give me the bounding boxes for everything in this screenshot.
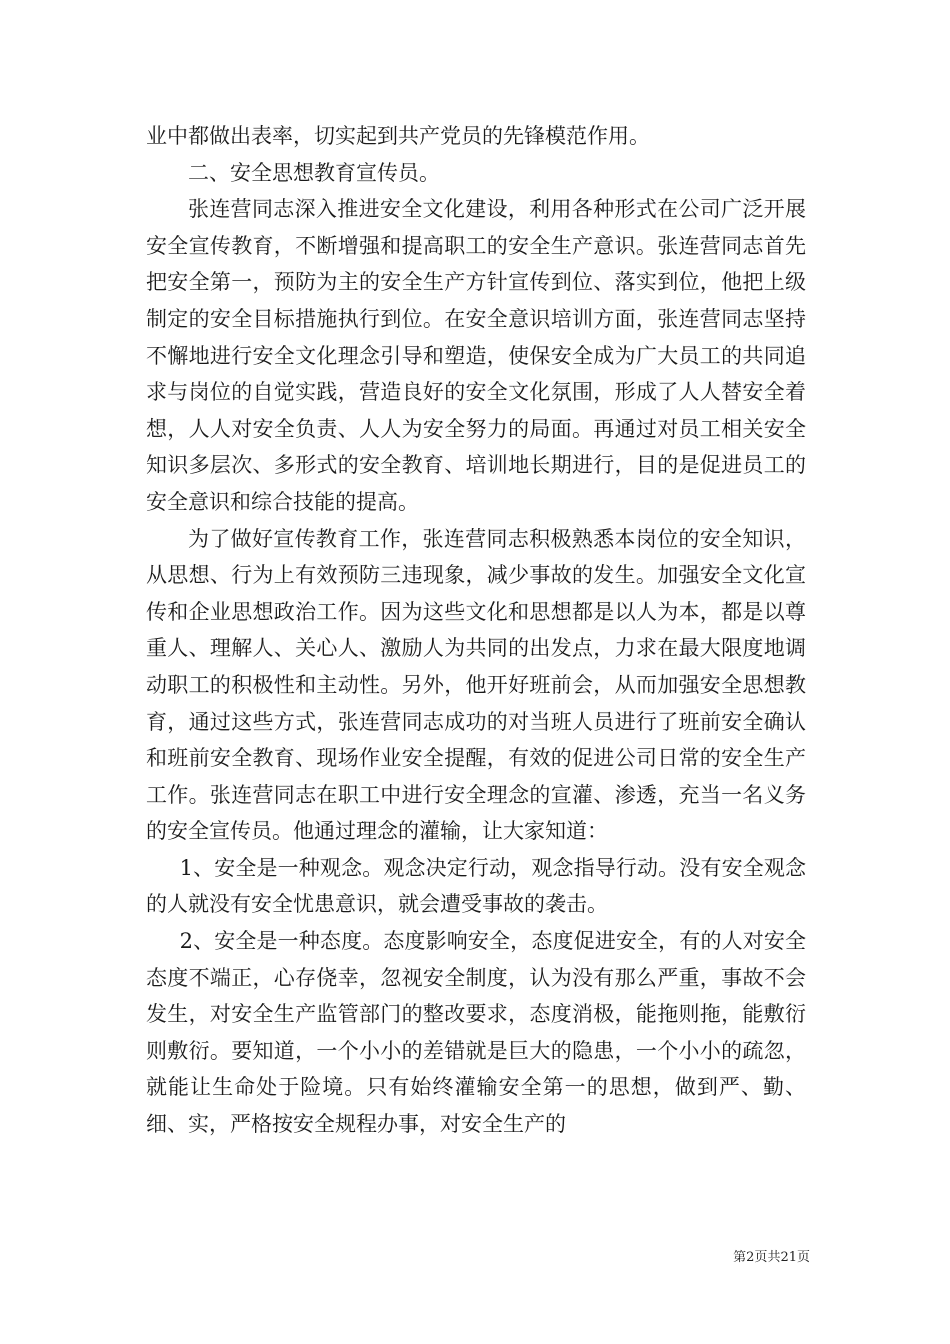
page-number-footer: 第2页共21页 <box>733 1250 810 1265</box>
list-item-concept: 1、安全是一种观念。观念决定行动，观念指导行动。没有安全观念的人就没有安全忧患意识，就会遭受事故的袭击。 <box>146 855 806 917</box>
paragraph-culture-building: 张连营同志深入推进安全文化建设，利用各种形式在公司广泛开展安全宣传教育，不断增强和提高职工的安全生产意识。张连营同志首先把安全第一，预防为主的安全生产方针宣传到位、落实到位，他把上级制定的安全目标措施执行到位。在安全意识培训方面，张连营同志坚持不懈地进行安全文化理念引导和塑造，使保安全成为广大员工的共同追求与岗位的自觉实践，营造良好的安全文化氛围，形成了人人替安全着想，人人对安全负责、人人为安全努力的局面。再通过对员工相关安全知识多层次、多形式的安全教育、培训地长期进行，目的是促进员工的安全意识和综合技能的提高。 <box>146 197 806 514</box>
section-heading: 二、安全思想教育宣传员。 <box>188 160 440 185</box>
document-body <box>146 118 806 1143</box>
list-item-attitude: 2、安全是一种态度。态度影响安全，态度促进安全，有的人对安全态度不端正，心存侥幸，忽视安全制度，认为没有那么严重，事故不会发生，对安全生产监管部门的整改要求，态度消极，能拖则拖，能敷衍则敷衍。要知道，一个小小的差错就是巨大的隐患，一个小小的疏忽，就能让生命处于险境。只有始终灌输安全第一的思想，做到严、勤、细、实，严格按安全规程办事，对安全生产的 <box>146 929 806 1137</box>
paragraph-education-work: 为了做好宣传教育工作，张连营同志积极熟悉本岗位的安全知识，从思想、行为上有效预防三违现象，减少事故的发生。加强安全文化宣传和企业思想政治工作。因为这些文化和思想都是以人为本，都是以尊重人、理解人、关心人、激励人为共同的出发点，力求在最大限度地调动职工的积极性和主动性。另外，他开好班前会，从而加强安全思想教育，通过这些方式，张连营同志成功的对当班人员进行了班前安全确认和班前安全教育、现场作业安全提醒，有效的促进公司日常的安全生产工作。张连营同志在职工中进行安全理念的宣灌、渗透，充当一名义务的安全宣传员。他通过理念的灌输，让大家知道： <box>146 526 806 844</box>
paragraph-continuation: 业中都做出表率，切实起到共产党员的先锋模范作用。 <box>146 124 650 148</box>
